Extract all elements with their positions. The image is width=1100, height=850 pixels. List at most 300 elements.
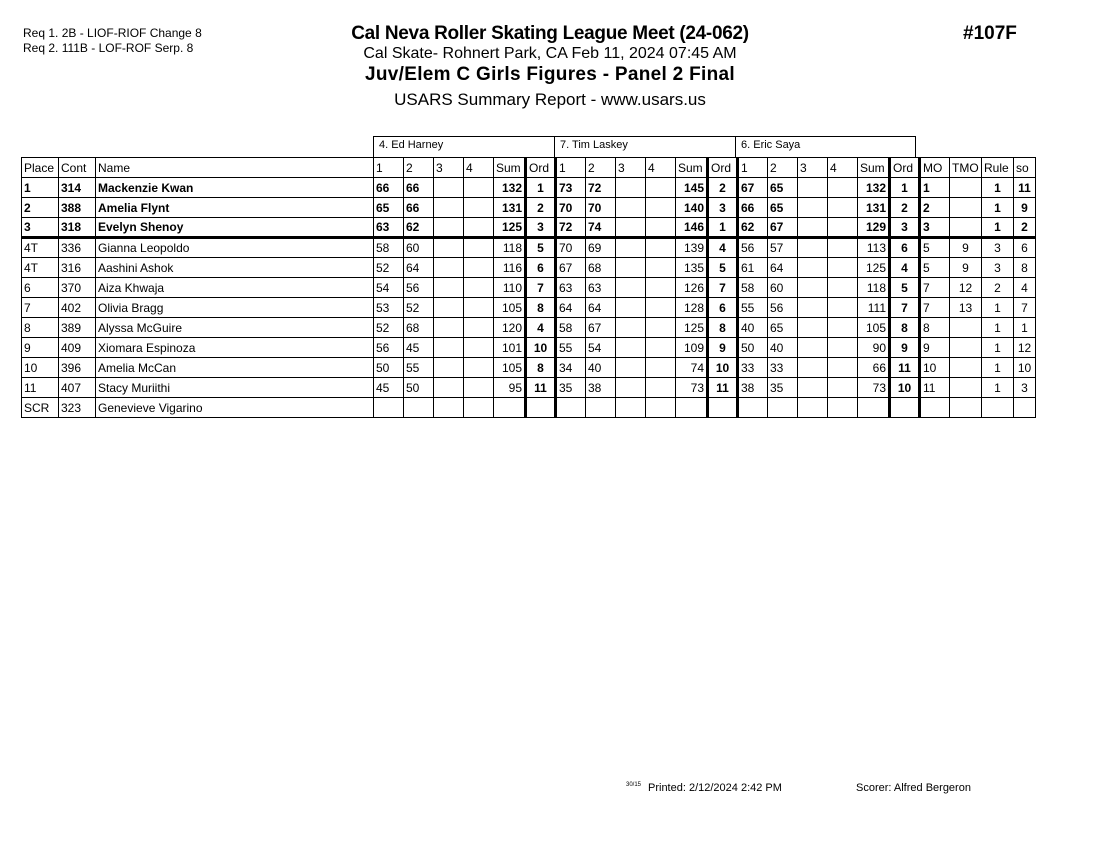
- table-row: [22, 198, 1036, 218]
- table-cell: 129: [858, 218, 890, 238]
- table-cell: 73: [676, 378, 708, 398]
- table-cell: 1: [708, 218, 738, 238]
- table-cell: 33: [738, 358, 768, 378]
- table-row: [22, 278, 1036, 298]
- table-cell: 60: [768, 278, 798, 298]
- table-cell: 38: [738, 378, 768, 398]
- table-cell: 55: [556, 338, 586, 358]
- table-cell: 4T: [22, 258, 59, 278]
- table-cell: [586, 398, 616, 418]
- table-cell: 131: [494, 198, 526, 218]
- table-cell: 370: [59, 278, 96, 298]
- table-cell: 67: [768, 218, 798, 238]
- table-cell: 95: [494, 378, 526, 398]
- table-cell: 140: [676, 198, 708, 218]
- requirement-1: Req 1. 2B - LIOF-RIOF Change 8: [23, 26, 202, 40]
- table-cell: 63: [556, 278, 586, 298]
- column-header: 4: [828, 158, 858, 178]
- table-cell: 58: [738, 278, 768, 298]
- table-cell: [616, 258, 646, 278]
- event-number: #107F: [963, 23, 1017, 44]
- table-cell: [798, 298, 828, 318]
- table-cell: 1: [982, 198, 1014, 218]
- table-cell: 8: [1014, 258, 1036, 278]
- table-cell: 4: [708, 238, 738, 258]
- table-cell: [828, 278, 858, 298]
- table-cell: Amelia McCan: [96, 358, 374, 378]
- table-cell: [798, 338, 828, 358]
- table-cell: 145: [676, 178, 708, 198]
- table-cell: [434, 238, 464, 258]
- table-cell: 3: [890, 218, 920, 238]
- table-cell: [464, 218, 494, 238]
- table-cell: 50: [738, 338, 768, 358]
- table-cell: 3: [1014, 378, 1036, 398]
- table-cell: 7: [708, 278, 738, 298]
- table-cell: 105: [494, 298, 526, 318]
- footer-code: 30/15: [626, 782, 642, 788]
- table-row: [22, 318, 1036, 338]
- table-cell: [434, 338, 464, 358]
- table-cell: 10: [1014, 358, 1036, 378]
- table-cell: 65: [768, 318, 798, 338]
- table-cell: 1: [982, 338, 1014, 358]
- table-cell: 11: [22, 378, 59, 398]
- column-header: 1: [556, 158, 586, 178]
- table-cell: 396: [59, 358, 96, 378]
- table-cell: [798, 178, 828, 198]
- table-cell: 10: [526, 338, 556, 358]
- table-cell: [646, 218, 676, 238]
- table-cell: 8: [708, 318, 738, 338]
- table-cell: [828, 358, 858, 378]
- table-cell: [646, 358, 676, 378]
- table-cell: 73: [858, 378, 890, 398]
- table-cell: 63: [586, 278, 616, 298]
- table-cell: 4: [890, 258, 920, 278]
- table-cell: 56: [768, 298, 798, 318]
- table-cell: [950, 218, 982, 238]
- table-cell: [616, 198, 646, 218]
- table-cell: 66: [404, 198, 434, 218]
- table-cell: 65: [374, 198, 404, 218]
- table-cell: 52: [374, 318, 404, 338]
- table-cell: 7: [920, 298, 950, 318]
- table-cell: 105: [858, 318, 890, 338]
- table-cell: 4: [1014, 278, 1036, 298]
- table-cell: 3: [22, 218, 59, 238]
- table-cell: [464, 318, 494, 338]
- column-header: Ord: [708, 158, 738, 178]
- table-cell: Evelyn Shenoy: [96, 218, 374, 238]
- table-cell: 45: [374, 378, 404, 398]
- table-cell: Xiomara Espinoza: [96, 338, 374, 358]
- table-cell: 11: [1014, 178, 1036, 198]
- table-cell: [798, 398, 828, 418]
- table-cell: 74: [676, 358, 708, 378]
- table-cell: [494, 398, 526, 418]
- table-cell: 65: [768, 178, 798, 198]
- table-cell: 65: [768, 198, 798, 218]
- table-cell: [950, 318, 982, 338]
- table-cell: 3: [920, 218, 950, 238]
- table-cell: [798, 318, 828, 338]
- table-cell: 12: [950, 278, 982, 298]
- table-cell: 409: [59, 338, 96, 358]
- table-cell: 61: [738, 258, 768, 278]
- table-row: [22, 338, 1036, 358]
- results-table: [21, 157, 1036, 418]
- table-cell: 54: [586, 338, 616, 358]
- table-cell: [464, 178, 494, 198]
- table-cell: [434, 198, 464, 218]
- table-cell: 63: [374, 218, 404, 238]
- table-cell: 57: [768, 238, 798, 258]
- table-cell: [434, 258, 464, 278]
- table-cell: 1: [982, 298, 1014, 318]
- table-cell: [798, 358, 828, 378]
- table-cell: [434, 318, 464, 338]
- table-cell: 2: [1014, 218, 1036, 238]
- table-row: [22, 178, 1036, 198]
- table-cell: 314: [59, 178, 96, 198]
- table-cell: 9: [950, 238, 982, 258]
- table-row: [22, 238, 1036, 258]
- column-header: Ord: [526, 158, 556, 178]
- table-cell: [464, 398, 494, 418]
- table-cell: 8: [526, 298, 556, 318]
- table-cell: [828, 298, 858, 318]
- table-cell: 105: [494, 358, 526, 378]
- table-cell: [982, 398, 1014, 418]
- table-cell: Mackenzie Kwan: [96, 178, 374, 198]
- table-cell: 60: [404, 238, 434, 258]
- table-cell: 120: [494, 318, 526, 338]
- table-cell: 6: [890, 238, 920, 258]
- table-cell: 56: [738, 238, 768, 258]
- table-cell: 139: [676, 238, 708, 258]
- table-cell: 9: [1014, 198, 1036, 218]
- table-cell: 9: [22, 338, 59, 358]
- header-row: [22, 158, 1036, 178]
- column-header: TMO: [950, 158, 982, 178]
- table-cell: 125: [858, 258, 890, 278]
- table-cell: [828, 258, 858, 278]
- table-cell: 2: [920, 198, 950, 218]
- table-cell: Stacy Muriithi: [96, 378, 374, 398]
- column-header: Cont: [59, 158, 96, 178]
- table-cell: 1: [22, 178, 59, 198]
- table-cell: [950, 378, 982, 398]
- table-cell: [434, 298, 464, 318]
- table-cell: [646, 298, 676, 318]
- table-cell: 72: [586, 178, 616, 198]
- table-cell: 9: [708, 338, 738, 358]
- table-cell: 38: [586, 378, 616, 398]
- table-cell: 10: [890, 378, 920, 398]
- table-cell: [798, 238, 828, 258]
- table-cell: 66: [858, 358, 890, 378]
- table-row: [22, 298, 1036, 318]
- table-cell: 3: [526, 218, 556, 238]
- table-cell: [616, 238, 646, 258]
- table-cell: 109: [676, 338, 708, 358]
- table-cell: 3: [982, 258, 1014, 278]
- table-cell: [464, 238, 494, 258]
- table-cell: [464, 198, 494, 218]
- table-cell: 40: [586, 358, 616, 378]
- table-cell: [950, 178, 982, 198]
- table-cell: 146: [676, 218, 708, 238]
- judge-name: 7. Tim Laskey: [555, 137, 736, 157]
- table-cell: [646, 378, 676, 398]
- table-cell: 7: [890, 298, 920, 318]
- table-cell: [404, 398, 434, 418]
- table-cell: [434, 358, 464, 378]
- table-cell: 1: [1014, 318, 1036, 338]
- column-header: 3: [798, 158, 828, 178]
- table-cell: 54: [374, 278, 404, 298]
- table-cell: 10: [22, 358, 59, 378]
- table-cell: 8: [890, 318, 920, 338]
- column-header: 4: [464, 158, 494, 178]
- table-row: [22, 378, 1036, 398]
- table-cell: [828, 398, 858, 418]
- table-cell: 1: [890, 178, 920, 198]
- table-cell: [616, 398, 646, 418]
- report-title: USARS Summary Report - www.usars.us: [394, 90, 706, 109]
- table-cell: 402: [59, 298, 96, 318]
- table-cell: 34: [556, 358, 586, 378]
- table-cell: 5: [890, 278, 920, 298]
- table-cell: [828, 198, 858, 218]
- table-cell: [646, 258, 676, 278]
- table-cell: [646, 398, 676, 418]
- table-cell: 56: [374, 338, 404, 358]
- table-cell: [798, 218, 828, 238]
- table-cell: 8: [526, 358, 556, 378]
- table-cell: 55: [404, 358, 434, 378]
- table-cell: 2: [22, 198, 59, 218]
- table-cell: 11: [526, 378, 556, 398]
- table-cell: 73: [556, 178, 586, 198]
- table-cell: [616, 318, 646, 338]
- table-cell: 58: [556, 318, 586, 338]
- table-cell: 128: [676, 298, 708, 318]
- table-cell: 52: [404, 298, 434, 318]
- table-cell: [646, 338, 676, 358]
- meet-location: Cal Skate- Rohnert Park, CA Feb 11, 2024 07:45 AM: [363, 45, 737, 62]
- table-cell: 6: [526, 258, 556, 278]
- table-cell: 50: [404, 378, 434, 398]
- table-cell: [738, 398, 768, 418]
- table-cell: 131: [858, 198, 890, 218]
- table-cell: [434, 278, 464, 298]
- scorer: Scorer: Alfred Bergeron: [856, 782, 971, 794]
- table-cell: 67: [738, 178, 768, 198]
- table-cell: 11: [920, 378, 950, 398]
- table-cell: [828, 218, 858, 238]
- column-header: so: [1014, 158, 1036, 178]
- table-cell: [920, 398, 950, 418]
- table-cell: 4T: [22, 238, 59, 258]
- table-cell: 66: [738, 198, 768, 218]
- table-cell: 101: [494, 338, 526, 358]
- table-cell: [434, 218, 464, 238]
- table-cell: 111: [858, 298, 890, 318]
- table-cell: 7: [22, 298, 59, 318]
- table-cell: 6: [1014, 238, 1036, 258]
- table-cell: [646, 318, 676, 338]
- table-cell: 1: [982, 178, 1014, 198]
- table-cell: 7: [526, 278, 556, 298]
- table-cell: 3: [982, 238, 1014, 258]
- table-cell: [828, 178, 858, 198]
- table-cell: SCR: [22, 398, 59, 418]
- table-cell: 33: [768, 358, 798, 378]
- table-cell: [434, 398, 464, 418]
- table-cell: [646, 198, 676, 218]
- table-cell: 67: [586, 318, 616, 338]
- table-row: [22, 258, 1036, 278]
- table-cell: 7: [1014, 298, 1036, 318]
- column-header: 1: [738, 158, 768, 178]
- table-cell: 5: [920, 238, 950, 258]
- table-cell: [464, 378, 494, 398]
- table-cell: 72: [556, 218, 586, 238]
- table-cell: [646, 238, 676, 258]
- table-cell: [950, 398, 982, 418]
- table-cell: 1: [982, 378, 1014, 398]
- table-cell: 2: [982, 278, 1014, 298]
- table-cell: [464, 298, 494, 318]
- table-cell: [1014, 398, 1036, 418]
- table-cell: 50: [374, 358, 404, 378]
- table-cell: Olivia Bragg: [96, 298, 374, 318]
- table-cell: [616, 298, 646, 318]
- table-cell: Amelia Flynt: [96, 198, 374, 218]
- table-cell: [646, 178, 676, 198]
- table-cell: [616, 278, 646, 298]
- table-cell: [890, 398, 920, 418]
- table-cell: Gianna Leopoldo: [96, 238, 374, 258]
- table-cell: 64: [404, 258, 434, 278]
- table-cell: 135: [676, 258, 708, 278]
- table-cell: [464, 278, 494, 298]
- table-cell: 40: [738, 318, 768, 338]
- column-header: Name: [96, 158, 374, 178]
- table-cell: [798, 378, 828, 398]
- table-cell: [616, 218, 646, 238]
- column-header: 4: [646, 158, 676, 178]
- table-cell: [798, 258, 828, 278]
- table-cell: 126: [676, 278, 708, 298]
- table-cell: [798, 278, 828, 298]
- table-cell: 407: [59, 378, 96, 398]
- judge-name: 6. Eric Saya: [736, 137, 916, 157]
- table-cell: 7: [920, 278, 950, 298]
- table-cell: 1: [526, 178, 556, 198]
- table-cell: 10: [708, 358, 738, 378]
- table-cell: 70: [556, 238, 586, 258]
- table-cell: 40: [768, 338, 798, 358]
- table-cell: [828, 238, 858, 258]
- table-cell: 68: [586, 258, 616, 278]
- table-cell: Genevieve Vigarino: [96, 398, 374, 418]
- table-row: [22, 398, 1036, 418]
- table-cell: 62: [404, 218, 434, 238]
- table-cell: 118: [858, 278, 890, 298]
- table-cell: 11: [708, 378, 738, 398]
- table-cell: 110: [494, 278, 526, 298]
- column-header: Rule: [982, 158, 1014, 178]
- printed-timestamp: Printed: 2/12/2024 2:42 PM: [648, 782, 782, 794]
- table-cell: 52: [374, 258, 404, 278]
- table-cell: 6: [22, 278, 59, 298]
- table-cell: [616, 178, 646, 198]
- table-cell: 53: [374, 298, 404, 318]
- table-cell: [768, 398, 798, 418]
- table-cell: 66: [404, 178, 434, 198]
- table-cell: [616, 378, 646, 398]
- table-row: [22, 358, 1036, 378]
- table-cell: 118: [494, 238, 526, 258]
- column-header: 3: [434, 158, 464, 178]
- table-cell: 12: [1014, 338, 1036, 358]
- table-cell: [950, 358, 982, 378]
- table-cell: [828, 338, 858, 358]
- column-header: Sum: [858, 158, 890, 178]
- table-cell: 9: [920, 338, 950, 358]
- table-cell: [434, 378, 464, 398]
- table-cell: 11: [890, 358, 920, 378]
- table-cell: 316: [59, 258, 96, 278]
- table-cell: 64: [556, 298, 586, 318]
- table-cell: 116: [494, 258, 526, 278]
- table-cell: [828, 318, 858, 338]
- table-cell: [798, 198, 828, 218]
- column-header: 2: [768, 158, 798, 178]
- table-cell: 64: [586, 298, 616, 318]
- table-cell: 1: [982, 218, 1014, 238]
- requirement-2: Req 2. 111B - LOF-ROF Serp. 8: [23, 41, 194, 55]
- table-cell: 1: [982, 318, 1014, 338]
- table-cell: 132: [494, 178, 526, 198]
- table-cell: 45: [404, 338, 434, 358]
- table-cell: 125: [494, 218, 526, 238]
- table-cell: 9: [890, 338, 920, 358]
- judge-name: 4. Ed Harney: [374, 137, 555, 157]
- table-cell: 55: [738, 298, 768, 318]
- table-cell: [950, 198, 982, 218]
- table-cell: 9: [950, 258, 982, 278]
- column-header: 2: [586, 158, 616, 178]
- table-cell: 2: [890, 198, 920, 218]
- table-cell: 323: [59, 398, 96, 418]
- table-cell: 1: [982, 358, 1014, 378]
- column-header: 2: [404, 158, 434, 178]
- table-cell: [556, 398, 586, 418]
- table-cell: [464, 258, 494, 278]
- table-cell: 66: [374, 178, 404, 198]
- table-cell: 67: [556, 258, 586, 278]
- table-cell: [464, 358, 494, 378]
- column-header: Sum: [494, 158, 526, 178]
- table-cell: 69: [586, 238, 616, 258]
- table-cell: [616, 358, 646, 378]
- table-cell: 5: [920, 258, 950, 278]
- table-cell: [676, 398, 708, 418]
